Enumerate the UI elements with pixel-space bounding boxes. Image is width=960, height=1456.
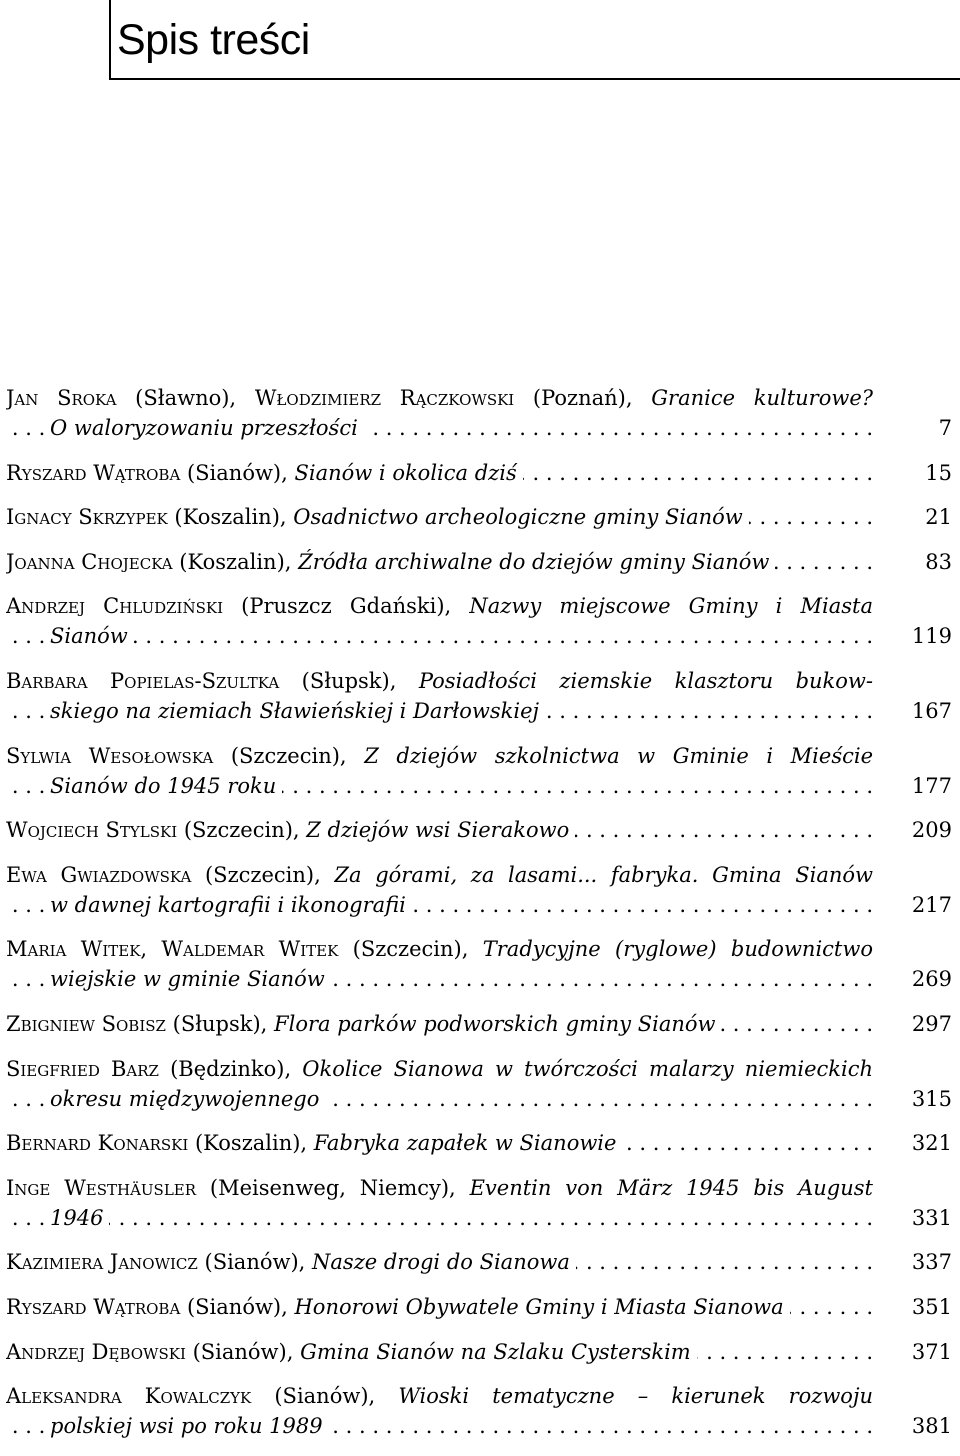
entry-author: Bernard Konarski	[6, 1131, 189, 1156]
entry-page-number: 371	[911, 1339, 952, 1364]
entry-page-number: 351	[911, 1294, 952, 1319]
entry-title: Fabryka zapałek w Sianowie	[313, 1131, 617, 1156]
entry-title: okresu międzywojennego	[50, 1086, 320, 1111]
entry-page-number: 321	[911, 1131, 952, 1156]
toc-entry[interactable]	[6, 1054, 952, 1114]
entry-leader-line	[6, 547, 873, 577]
entry-leader-line	[6, 502, 873, 532]
toc-entry[interactable]	[6, 547, 952, 577]
entry-title: Z dziejów wsi Sierakowo	[306, 818, 570, 843]
entry-author: Ryszard Wątroba	[6, 460, 181, 485]
entry-author: Sylwia Wesołowska	[6, 743, 214, 768]
entry-affiliation: (Sianów),	[180, 460, 295, 485]
entry-author: Jan Sroka	[6, 386, 117, 410]
entry-title: Osadnictwo archeologiczne gminy Sianów	[293, 505, 743, 530]
toc-entry[interactable]	[6, 815, 952, 845]
title-block	[109, 0, 960, 80]
entry-title: Sianów do 1945 roku	[50, 773, 277, 798]
toc-entry[interactable]	[6, 458, 952, 488]
toc-entry[interactable]	[6, 1381, 952, 1441]
entry-title: Nasze drogi do Sianowa	[312, 1250, 570, 1275]
toc-entry[interactable]	[6, 1009, 952, 1039]
entry-affiliation: (Koszalin),	[188, 1131, 314, 1156]
toc-entry[interactable]	[6, 741, 952, 801]
entry-affiliation: (Koszalin),	[167, 505, 294, 530]
entry-author: Kazimiera Janowicz	[6, 1250, 198, 1275]
entry-page-number: 177	[911, 773, 952, 798]
entry-author: Andrzej Dębowski	[6, 1339, 186, 1364]
entry-first-line	[6, 934, 873, 964]
toc-entry[interactable]	[6, 1173, 952, 1233]
entry-affiliation: (Sianów),	[251, 1384, 399, 1409]
entry-title: Z dziejów szkolnictwa w Gminie i Mieście	[364, 743, 873, 768]
entry-affiliation: (Sianów),	[185, 1339, 301, 1364]
entry-title: Okolice Sianowa w twórczości malarzy niemieckich	[302, 1056, 873, 1081]
entry-leader-line	[6, 1203, 873, 1233]
entry-author: Aleksandra Kowalczyk	[6, 1384, 252, 1409]
entry-leader-line	[6, 815, 873, 845]
toc-entry[interactable]	[6, 1292, 952, 1322]
entry-author: Wojciech Stylski	[6, 818, 178, 843]
entry-title: Sianów	[50, 624, 128, 649]
entry-page-number: 209	[911, 818, 952, 843]
entry-affiliation: (Sianów),	[180, 1294, 295, 1319]
entry-page-number: 315	[911, 1086, 952, 1111]
entry-title: w dawnej kartografii i ikonografii	[50, 892, 406, 917]
entry-title: Nazwy miejscowe Gminy i Miasta	[469, 594, 873, 619]
entry-page-number: 297	[911, 1011, 952, 1036]
entry-first-line	[6, 1054, 873, 1084]
entry-page-number: 119	[911, 624, 952, 649]
entry-leader-line	[6, 890, 873, 920]
entry-first-line	[6, 741, 873, 771]
entry-author: Ryszard Wątroba	[6, 1294, 181, 1319]
entry-page-number: 7	[938, 416, 952, 440]
entry-affiliation: (Koszalin),	[172, 549, 299, 574]
entry-affiliation: (Szczecin),	[191, 862, 335, 887]
entry-title: wiejskie w gminie Sianów	[50, 967, 325, 992]
entry-page-number: 331	[911, 1205, 952, 1230]
entry-leader-line	[6, 1292, 873, 1322]
entry-leader-line	[6, 771, 873, 801]
entry-author: Włodzimierz Rączkowski	[254, 386, 515, 410]
entry-affiliation: (Słupsk),	[165, 1011, 275, 1036]
entry-affiliation: (Sławno),	[116, 386, 255, 410]
entry-first-line	[6, 591, 873, 621]
entry-author: Inge Westhäusler	[6, 1175, 197, 1200]
entry-first-line	[6, 860, 873, 890]
entry-leader-line	[6, 696, 873, 726]
entry-affiliation: (Szczecin),	[213, 743, 365, 768]
entry-title: skiego na ziemiach Sławieńskiej i Darłowskiej	[50, 698, 540, 723]
toc-entry[interactable]	[6, 383, 952, 443]
entry-leader-line	[6, 1337, 873, 1367]
entry-leader-line	[6, 1009, 873, 1039]
entry-title: Za górami, za lasami... fabryka. Gmina Sianów	[334, 862, 873, 887]
entry-page-number: 21	[925, 505, 952, 530]
entry-title: Granice kulturowe?	[651, 386, 873, 410]
entry-title: polskiej wsi po roku 1989	[50, 1414, 323, 1439]
entry-page-number: 337	[911, 1250, 952, 1275]
table-of-contents	[6, 383, 952, 1456]
entry-first-line	[6, 1381, 873, 1411]
entry-affiliation: (Meisenweg, Niemcy),	[196, 1175, 470, 1200]
entry-title: Honorowi Obywatele Gminy i Miasta Sianowa	[294, 1294, 784, 1319]
entry-affiliation: (Sianów),	[197, 1250, 313, 1275]
entry-leader-line	[6, 1247, 873, 1277]
entry-title: Gmina Sianów na Szlaku Cysterskim	[300, 1339, 691, 1364]
entry-first-line	[6, 383, 873, 413]
entry-title: Sianów i okolica dziś	[294, 460, 517, 485]
entry-leader-line	[6, 621, 873, 651]
entry-page-number: 269	[911, 967, 952, 992]
toc-entry[interactable]	[6, 666, 952, 726]
page-title: Spis treści	[117, 16, 310, 64]
entry-title: Eventin von März 1945 bis August	[469, 1175, 873, 1200]
entry-first-line	[6, 666, 873, 696]
entry-leader-line	[6, 458, 873, 488]
entry-author: Joanna Chojecka	[6, 549, 173, 574]
entry-author: Andrzej Chludziński	[6, 594, 223, 619]
entry-title: O waloryzowaniu przeszłości	[50, 416, 358, 440]
toc-entry[interactable]	[6, 502, 952, 532]
entry-title: Flora parków podworskich gminy Sianów	[274, 1011, 716, 1036]
entry-leader-line	[6, 1084, 873, 1114]
entry-affiliation: (Szczecin),	[177, 818, 307, 843]
entry-page-number: 217	[911, 892, 952, 917]
entry-title: Tradycyjne (ryglowe) budownictwo	[482, 937, 873, 962]
entry-leader-line	[6, 1411, 873, 1441]
entry-page-number: 83	[925, 549, 952, 574]
toc-entry[interactable]	[6, 934, 952, 994]
entry-author: Maria Witek, Waldemar Witek	[6, 937, 339, 962]
entry-title: 1946	[50, 1205, 104, 1230]
toc-entry[interactable]	[6, 591, 952, 651]
entry-affiliation: (Pruszcz Gdański),	[223, 594, 470, 619]
entry-title: Źródła archiwalne do dziejów gminy Sianów	[298, 549, 770, 574]
toc-entry[interactable]	[6, 1128, 952, 1158]
entry-leader-line	[6, 964, 873, 994]
entry-leader-line	[6, 1128, 873, 1158]
toc-entry[interactable]	[6, 860, 952, 920]
entry-author: Barbara Popielas-Szultka	[6, 668, 280, 693]
entry-first-line	[6, 1173, 873, 1203]
entry-leader-line	[6, 413, 873, 443]
entry-author: Zbigniew Sobisz	[6, 1011, 166, 1036]
entry-affiliation: (Słupsk),	[279, 668, 419, 693]
toc-entry[interactable]	[6, 1337, 952, 1367]
entry-page-number: 381	[911, 1414, 952, 1439]
toc-entry[interactable]	[6, 1247, 952, 1277]
entry-author: Ignacy Skrzypek	[6, 505, 168, 530]
entry-title: Wioski tematyczne – kierunek rozwoju	[398, 1384, 873, 1409]
entry-affiliation: (Szczecin),	[338, 937, 483, 962]
entry-affiliation: (Będzinko),	[158, 1056, 303, 1081]
entry-author: Ewa Gwiazdowska	[6, 862, 192, 887]
entry-author: Siegfried Barz	[6, 1056, 159, 1081]
entry-page-number: 15	[925, 460, 952, 485]
entry-page-number: 167	[911, 698, 952, 723]
entry-title: Posiadłości ziemskie klasztoru bukow-	[418, 668, 873, 693]
entry-affiliation: (Poznań),	[514, 386, 652, 410]
